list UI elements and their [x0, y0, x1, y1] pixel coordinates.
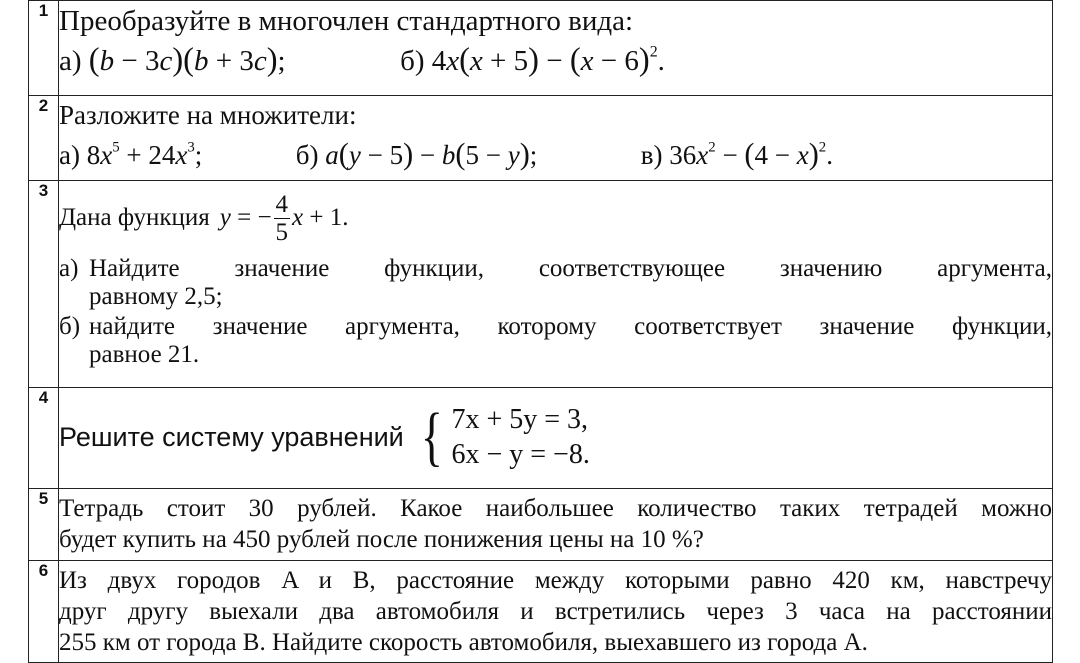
- task-number: 1: [29, 1, 59, 96]
- task-number: 3: [29, 181, 59, 388]
- task-body: [59, 1, 1053, 96]
- tasks-table: [28, 0, 1053, 663]
- task-body: Тетрадь стоит 30 рублей. Какое наибольшее количество таких тетрадей можно будет купить на 450 рублей после понижения цены на 10 %?: [59, 489, 1053, 561]
- equation-2: 6x − y = −8.: [451, 439, 590, 470]
- task-body: [59, 181, 1053, 388]
- task-row-1: [29, 1, 1053, 96]
- task-expressions: а) (b − 3c)(b + 3c); б) $4x(x + 5) - (x - 6)^2$.: [59, 42, 665, 78]
- task-row-6: [29, 561, 1053, 663]
- part-b: б) найдите значение аргумента, которому соответствует значение функции, равное 21.: [59, 313, 1052, 368]
- part-a: а) Найдите значение функции, соответствующее значению аргумента, равному 2,5;: [59, 255, 1052, 310]
- item-label: б): [400, 45, 425, 77]
- function-definition: Дана функция y = − $\frac{4}{5}$ x + 1.: [59, 190, 349, 246]
- fraction: $\frac{4}{5}$: [275, 190, 289, 246]
- system-task: [59, 388, 1052, 486]
- task-number: 5: [29, 489, 59, 561]
- task-body: [59, 388, 1053, 489]
- item-label: а): [59, 45, 82, 77]
- task-number: 2: [29, 96, 59, 181]
- task-row-5: [29, 489, 1053, 561]
- task-text: Решите систему уравнений: [59, 421, 404, 452]
- task-body: Из двух городов A и B, расстояние между которыми равно 420 км, навстречу друг другу выехали два автомобиля и встретились через 3 часа на расстоянии 255 км от города B. Найдите скорость автомобиля, выехавшего из города A.: [59, 561, 1053, 663]
- task-number: 6: [29, 561, 59, 663]
- task-expressions: а) $8x^5 + 24x^3$; б) a(y − 5) − b(5 − y); в) $36x^2 - (4 - x)^2$.: [59, 137, 833, 171]
- task-row-4: [29, 388, 1053, 489]
- task-heading: Разложите на множители:: [59, 100, 357, 130]
- task-heading: Преобразуйте в многочлен стандартного вида:: [59, 5, 634, 37]
- task-row-2: [29, 96, 1053, 181]
- task-row-3: [29, 181, 1053, 388]
- equation-1: 7x + 5y = 3,: [451, 404, 589, 435]
- task-body: [59, 96, 1053, 181]
- task-number: 4: [29, 388, 59, 489]
- equation-system: { 7x + 5y = 3, 6x − y = −8.: [420, 400, 590, 474]
